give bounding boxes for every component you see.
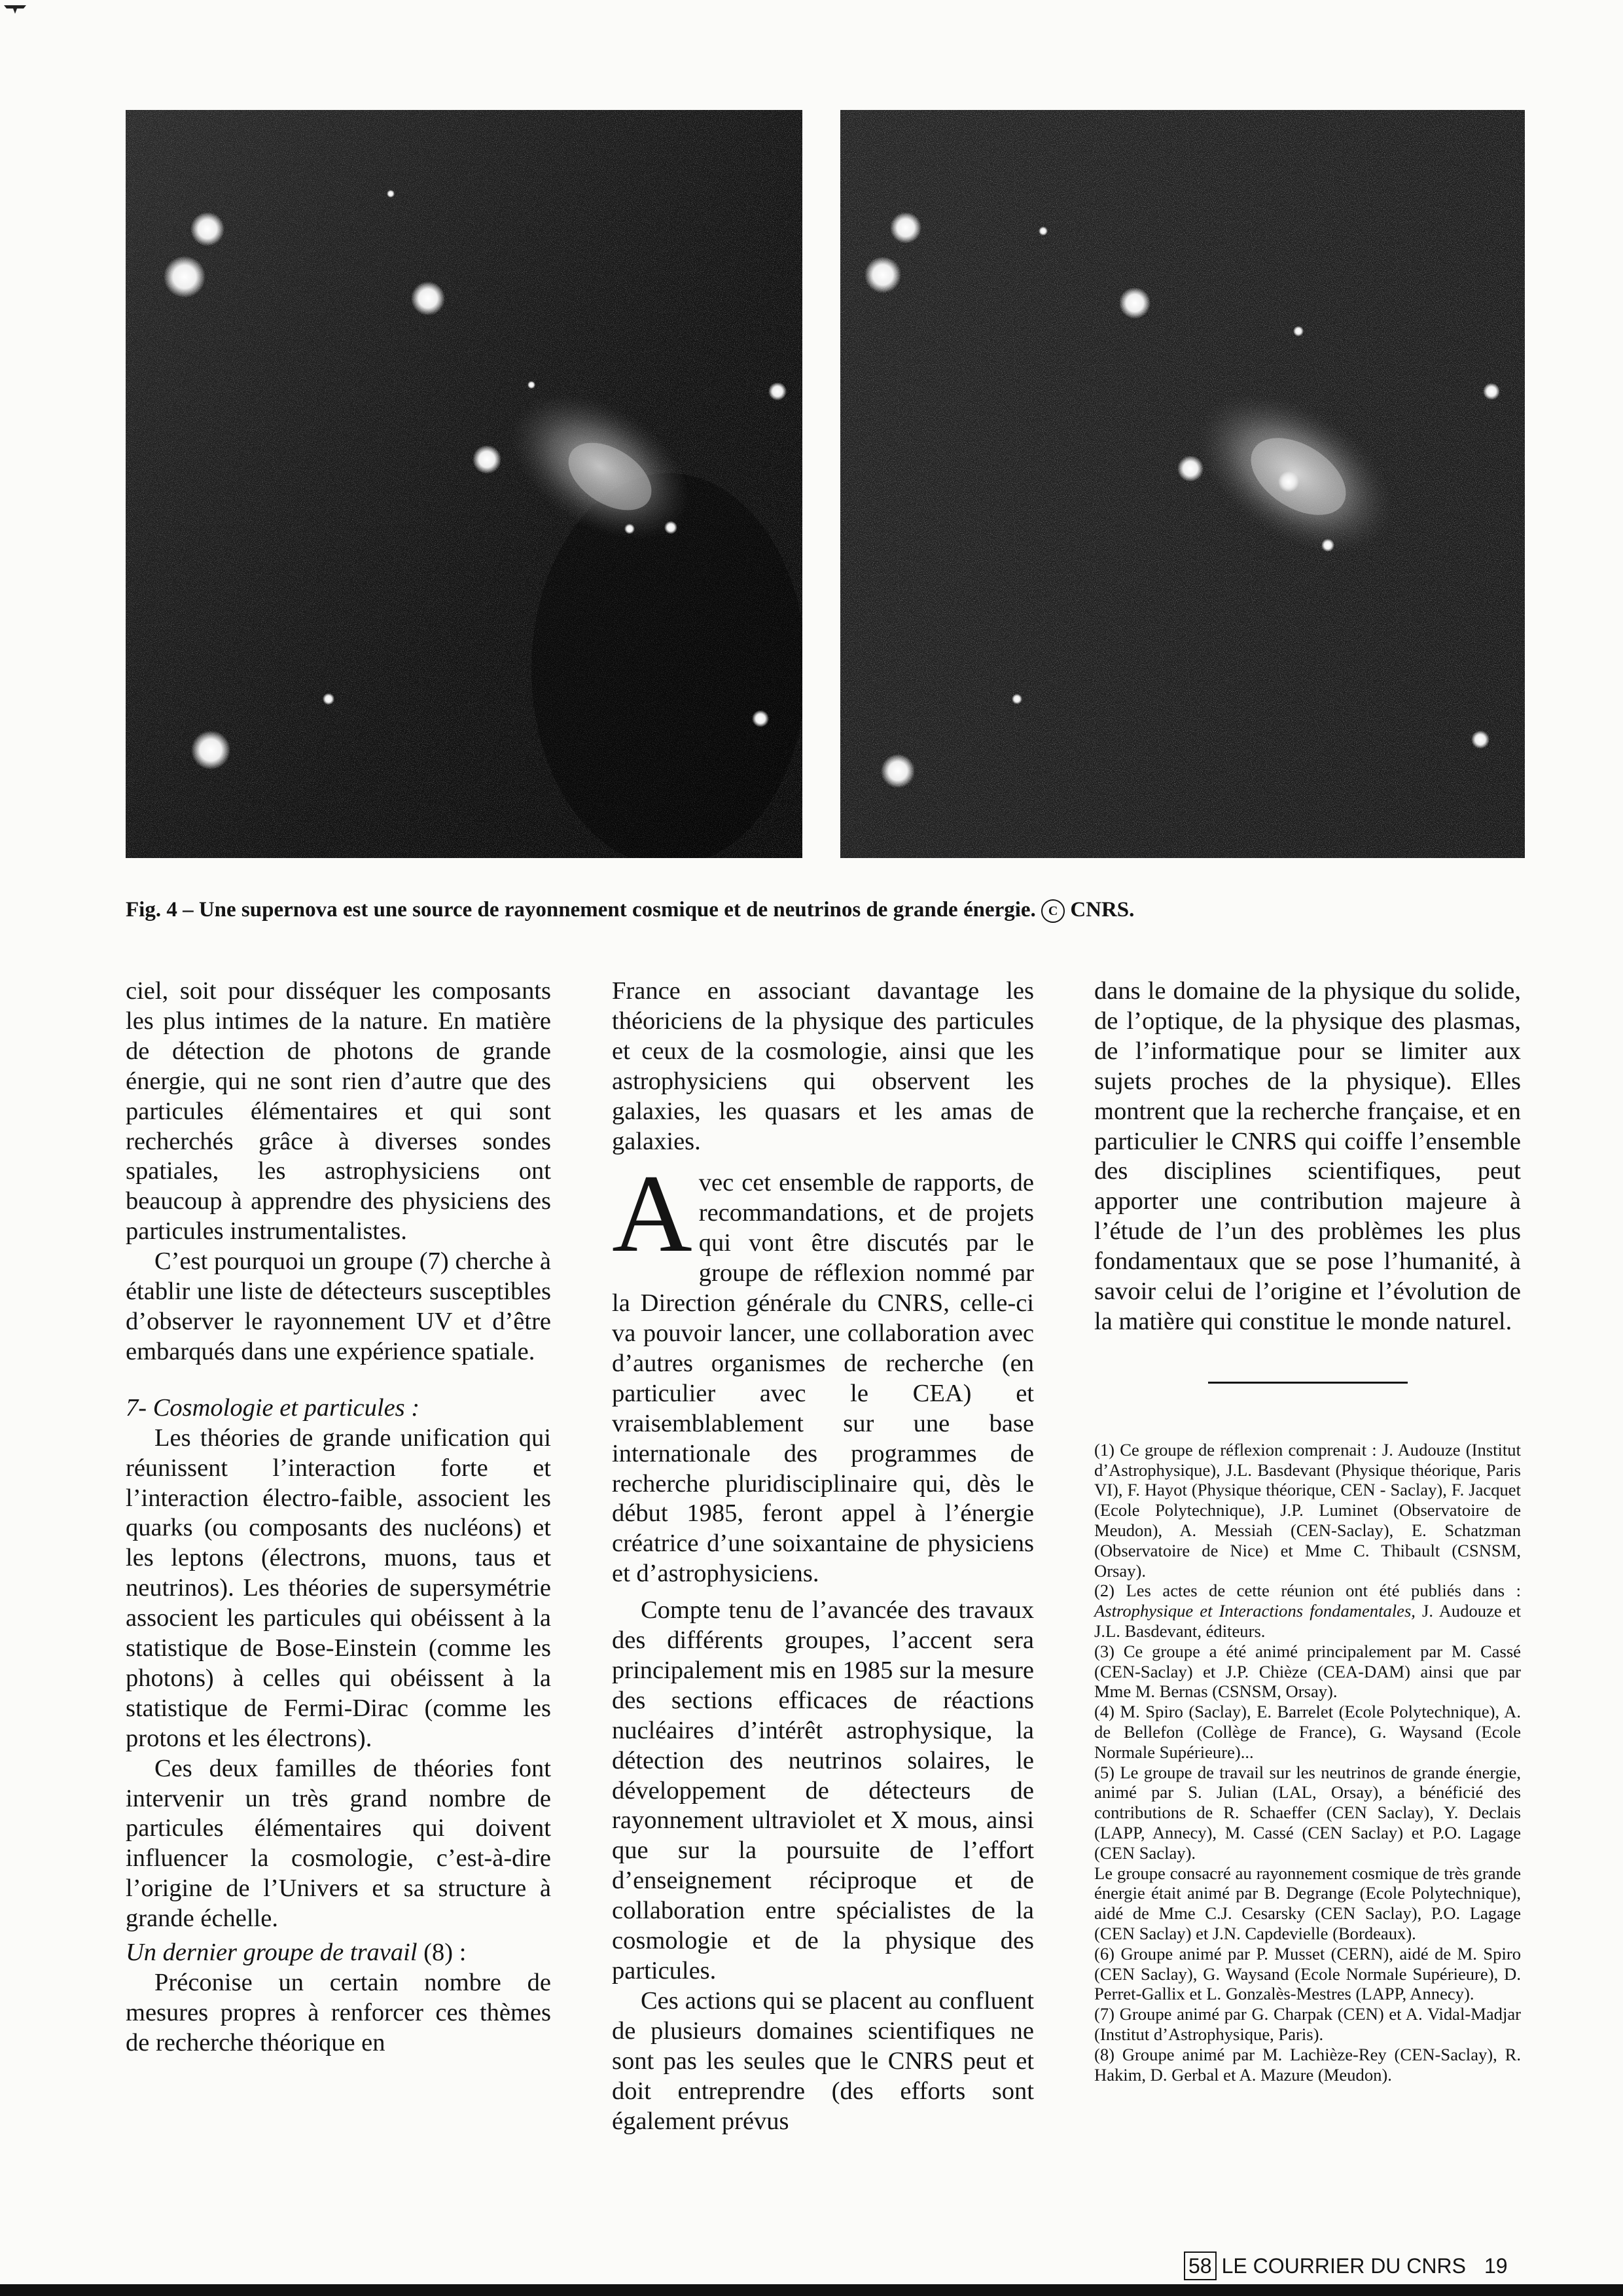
footnote-title: Astrophysique et Interactions fondamentales, (1094, 1601, 1416, 1621)
figure-caption (126, 895, 1526, 924)
footnote: (5) Le groupe de travail sur les neutrinos de grande énergie, animé par S. Julian (LAL, Orsay), a bénéficié des contributions de R. Schaeffer (CEN Saclay), Y. Declais (LAPP, Annecy), M. Cassé (CEN Saclay) et P.O. Lagage (CEN Saclay). (1094, 1762, 1521, 1863)
caption-dash: – (183, 898, 194, 922)
text-column-1 (126, 977, 551, 2058)
footnote: (7) Groupe animé par G. Charpak (CEN) et A. Vidal-Madjar (Institut d’Astrophysique, Paris). (1094, 2004, 1521, 2044)
section-ref: (8) : (417, 1939, 467, 1967)
text-column-2 (612, 977, 1034, 2136)
footnotes (1094, 1440, 1521, 2085)
page-footer (1184, 2251, 1508, 2280)
text-column-3 (1094, 977, 1521, 2085)
divider (1208, 1382, 1408, 1384)
footnote: (1) Ce groupe de réflexion comprenait : J. Audouze (Institut d’Astrophysique), J.L. Basdevant (Physique théorique, Paris VI), F. Hayot (Physique théorique, CEN - Saclay), F. Jacquet (Ecole Polytechnique), J.P. Luminet (Observatoire de Meudon), A. Messiah (CEN-Saclay), E. Schatzman (Observatoire de Nice) et Mme C. Thibault (CSNSM, Orsay). (1094, 1439, 1521, 1581)
footnote: (8) Groupe animé par M. Lachièze-Rey (CEN-Saclay), R. Hakim, D. Gerbal et A. Mazure (Meudon). (1094, 2044, 1521, 2085)
footnote: (3) Ce groupe a été animé principalement par M. Cassé (CEN-Saclay) et J.P. Chièze (CEA-DAM) ainsi que par Mme M. Bernas (CSNSM, Orsay). (1094, 1641, 1521, 1702)
section-heading (126, 1938, 551, 1968)
footnote: Le groupe consacré au rayonnement cosmique de très grande énergie était animé par B. Degrange (Ecole Polytechnique), aidé de Mme C.J. Cesarsky (CEN Saclay), P.O. Lagage (CEN Saclay) et J.N. Capdevielle (Bordeaux). (1094, 1863, 1521, 1943)
paragraph-text: vec cet ensemble de rapports, de recommandations, et de projets qui vont être discutés par le groupe de réflexion nommé par la Direction générale du CNRS, celle-ci va pouvoir lancer, une collaboration avec d’autres organismes de recherche (en particulier avec le CEA) et vraisemblablement sur une base internationale des programmes de recherche pluridisciplinaire qui, dès le début 1985, feront appel à l’énergie créatrice d’une soixantaine de physiciens et d’astrophysiciens. (612, 1169, 1034, 1588)
paragraph: Ces actions qui se placent au confluent de plusieurs domaines scientifiques ne sont pas les seules que le CNRS peut et doit entreprendre (des efforts sont également prévus (612, 1986, 1034, 2135)
copyright-text: CNRS. (1070, 898, 1135, 922)
footnote-text: (2) Les actes de cette réunion ont été publiés dans : (1094, 1581, 1521, 1601)
paragraph: Ces deux familles de théories font intervenir un très grand nombre de particules élémentaires qui doivent influencer la cosmologie, c’est-à-dire l’origine de l’Univers et sa structure à grande échelle. (126, 1754, 551, 1933)
section-title: Un dernier groupe de travail (126, 1939, 418, 1967)
paragraph: dans le domaine de la physique du solide, de l’optique, de la physique des plasmas, de l’informatique pour se limiter aux sujets proches de la physique). Elles montrent que la recherche française, et en particulier le CNRS qui coiffe l’ensemble des disciplines scientifiques, peut apporter une contribution majeure à l’étude de l’un des problèmes les plus fondamentaux que se pose l’humanité, à savoir celui de l’origine et l’évolution de la matière qui constitue le monde naturel. (1094, 977, 1521, 1335)
caption-label: Fig. 4 (126, 898, 177, 922)
paragraph: C’est pourquoi un groupe (7) cherche à établir une liste de détecteurs susceptibles d’observer le rayonnement UV et d’être embarqués dans une expérience spatiale. (126, 1247, 551, 1365)
drop-cap: A (612, 1152, 692, 1276)
supernova-photo-after (840, 110, 1525, 858)
footnote: (6) Groupe animé par P. Musset (CERN), aidé de M. Spiro (CEN Saclay), G. Waysand (Ecole Normale Supérieure), D. Perret-Gallix et L. Gonzalès-Mestres (LAPP, Annecy). (1094, 1943, 1521, 2004)
caption-text: Une supernova est une source de rayonnement cosmique et de neutrinos de grande énergie. (198, 898, 1036, 922)
scan-edge (0, 2284, 1623, 2296)
footnote: (4) M. Spiro (Saclay), E. Barrelet (Ecole Polytechnique), A. de Bellefon (Collège de France), G. Waysand (Ecole Normale Supérieure)... (1094, 1702, 1521, 1762)
supernova-photo-before (126, 110, 802, 858)
section-heading: 7- Cosmologie et particules : (126, 1393, 420, 1422)
issue-number: 58 (1184, 2251, 1217, 2280)
footnote (1094, 1581, 1521, 1641)
paragraph: France en associant davantage les théoriciens de la physique des particules et ceux de la cosmologie, ainsi que les astrophysiciens qui observent les galaxies, les quasars et les amas de galaxies. (612, 977, 1034, 1155)
page-number: 19 (1484, 2254, 1508, 2278)
footnote-text: J. Audouze et J.L. Basdevant, éditeurs. (1094, 1601, 1521, 1641)
paragraph: Compte tenu de l’avancée des travaux des différents groupes, l’accent sera principalement mis en 1985 sur la mesure des sections efficaces de réactions nucléaires d’intérêt astrophysique, la détection des neutrinos solaires, le développement de détecteurs de rayonnement ultraviolet et X mous, ainsi que sur la poursuite de l’effort d’enseignement réciproque et de collaboration entre spécialistes de la cosmologie et de la physique des particules. (612, 1596, 1034, 1984)
paragraph: ciel, soit pour disséquer les composants les plus intimes de la nature. En matière de détection de photons de grande énergie, qui ne sont rien d’autre que des particules élémentaires et qui sont recherchés grâce à diverses sondes spatiales, les astrophysiciens ont beaucoup à apprendre des physiciens des particules instrumentalistes. (126, 977, 551, 1246)
paragraph: Les théories de grande unification qui réunissent l’interaction forte et l’interaction électro-faible, associent les quarks (ou composants des nucléons) et les leptons (électrons, muons, taus et neutrinos). Les théories de supersymétrie associent les particules qui obéissent à la statistique de Bose-Einstein (comme les photons) à celles qui obéissent à la statistique de Fermi-Dirac (comme les protons et les électrons). (126, 1424, 551, 1752)
paragraph (612, 1152, 1034, 1589)
publication-name: LE COURRIER DU CNRS (1221, 2254, 1466, 2278)
paragraph: Préconise un certain nombre de mesures propres à renforcer ces thèmes de recherche théorique en (126, 1969, 551, 2056)
copyright-icon: C (1041, 899, 1065, 923)
corner-mark-icon (4, 3, 26, 14)
